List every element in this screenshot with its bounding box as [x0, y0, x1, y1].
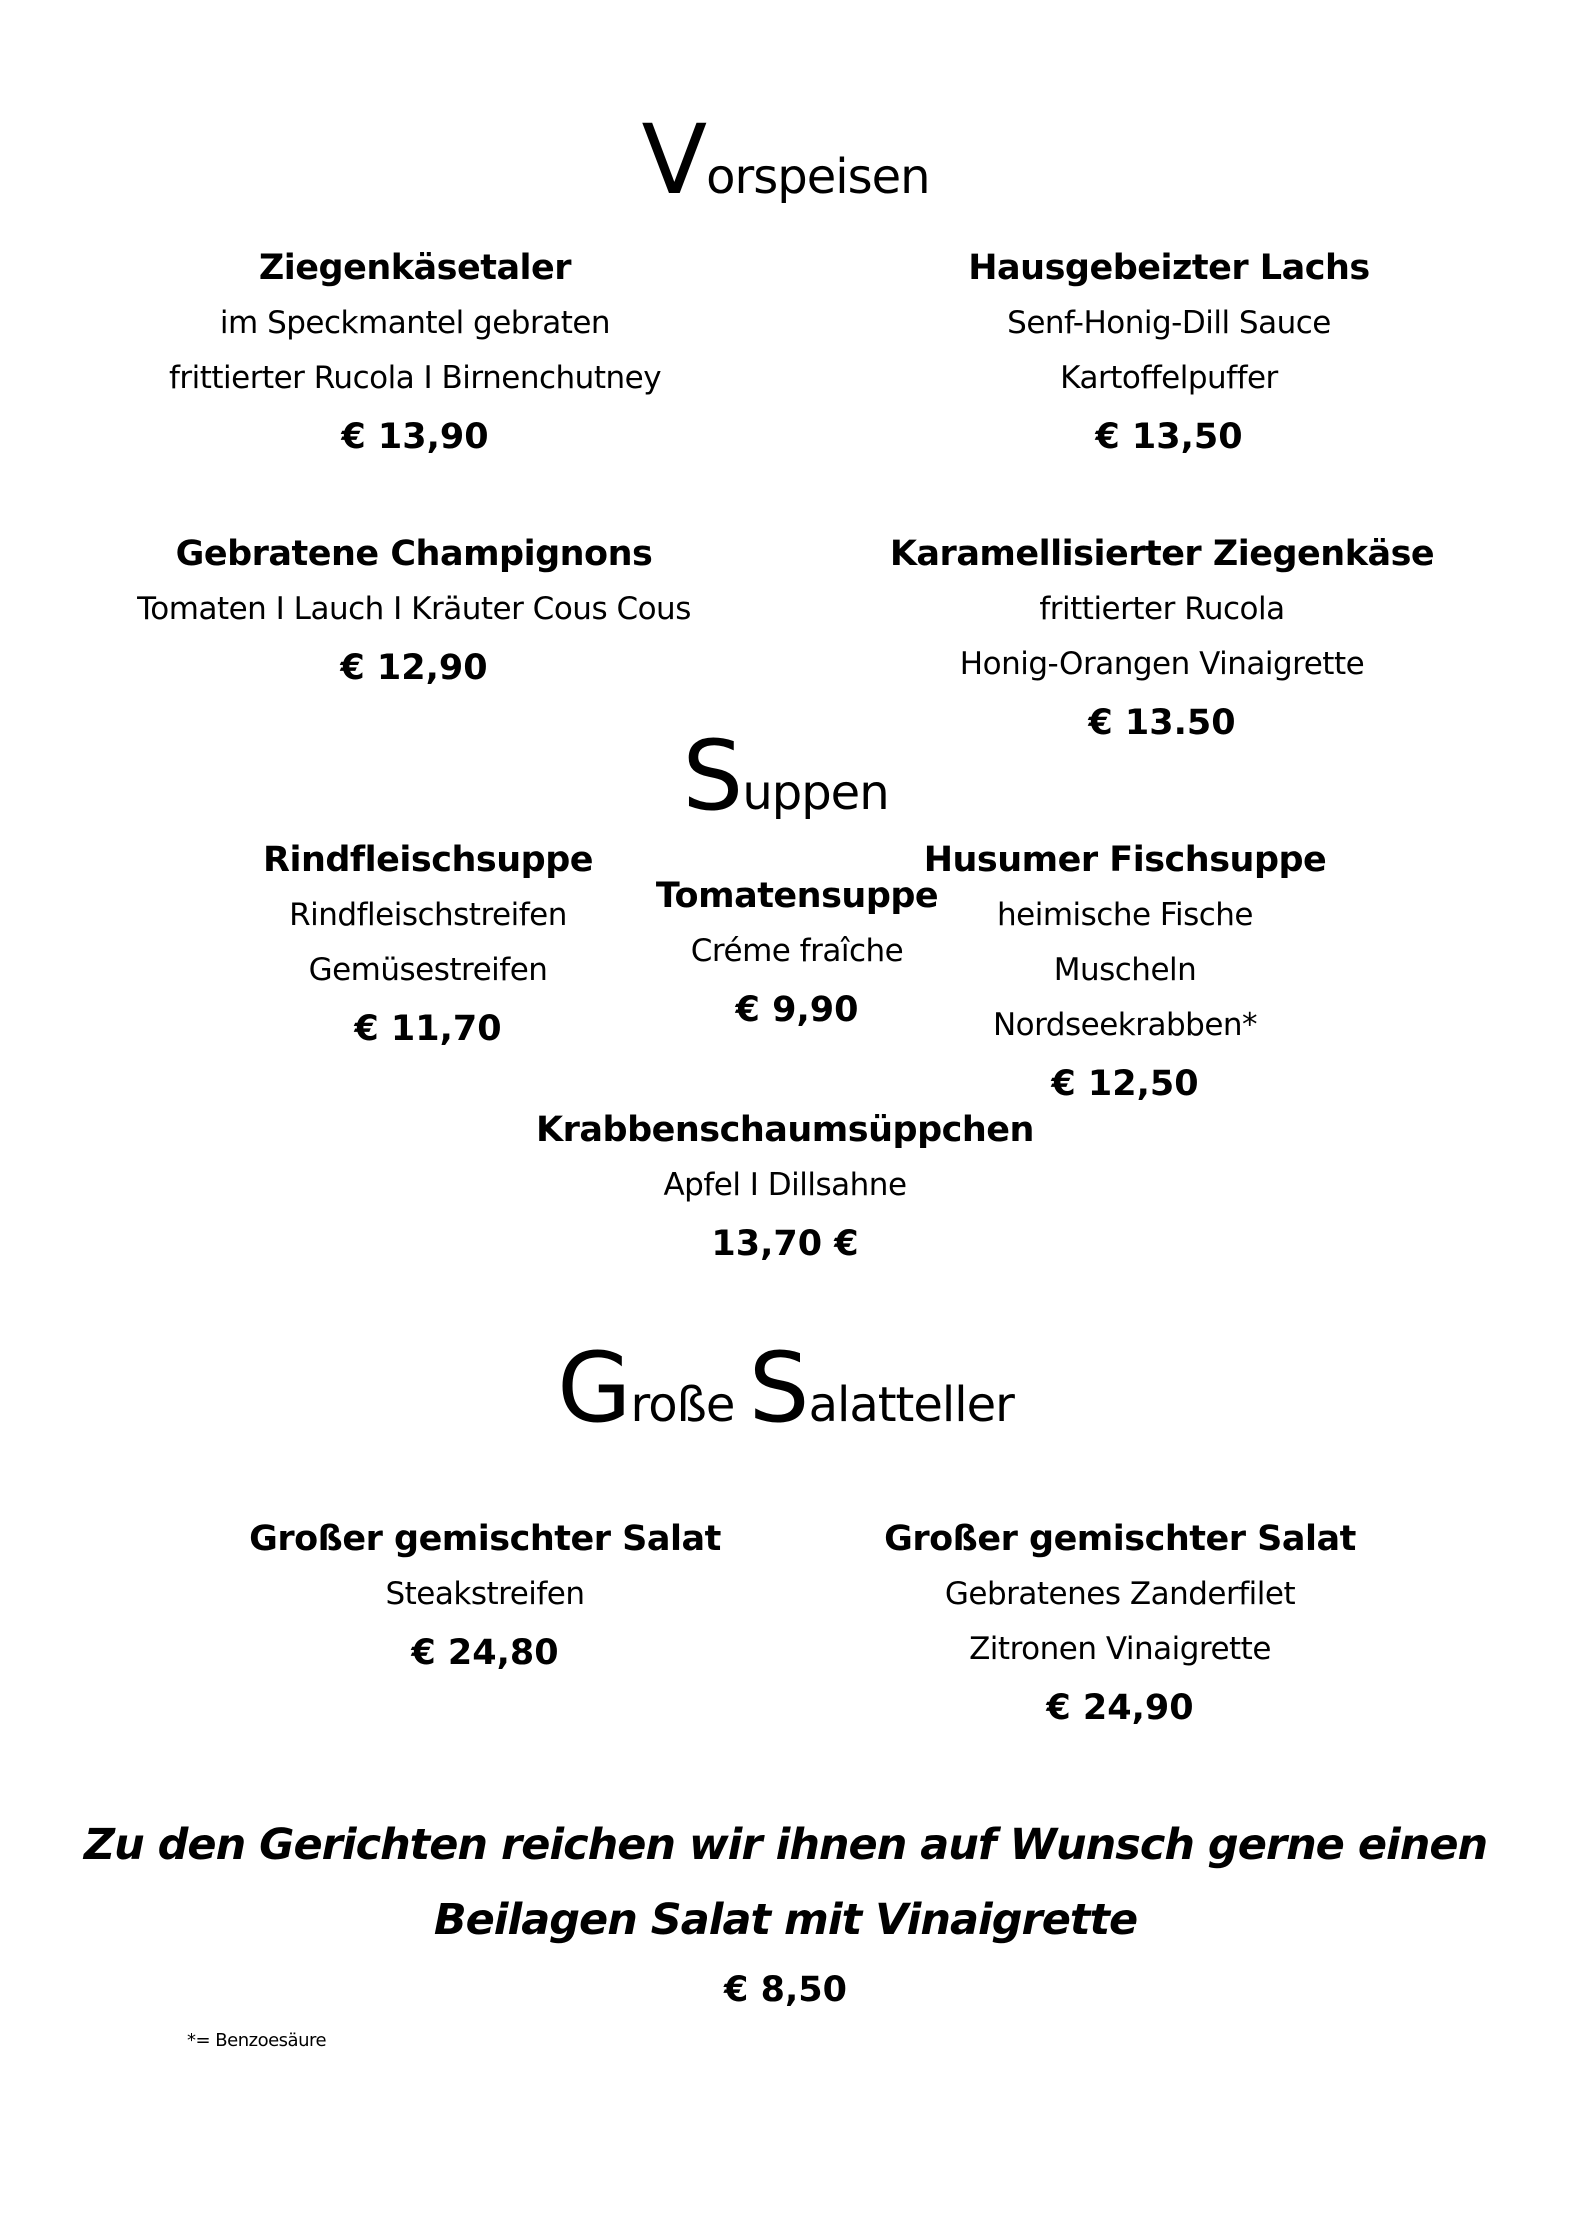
heading-rest: roße — [630, 1377, 749, 1433]
item-description: Tomaten I Lauch I Kräuter Cous Cous — [137, 591, 691, 627]
item-description: heimische Fische — [996, 897, 1253, 933]
item-title: Gebratene Champignons — [175, 534, 653, 574]
item-title: Großer gemischter Salat — [884, 1519, 1356, 1559]
heading-rest: uppen — [742, 765, 889, 821]
item-description: Honig-Orangen Vinaigrette — [959, 646, 1365, 682]
item-description: Kartoffelpuffer — [1060, 360, 1278, 396]
item-description: Apfel I Dillsahne — [663, 1167, 907, 1203]
item-description: Gebratenes Zanderfilet — [944, 1576, 1296, 1612]
item-price: 13,70 € — [711, 1224, 859, 1264]
heading-initial: S — [682, 720, 743, 832]
item-price: € 13.50 — [1088, 703, 1236, 743]
item-description: frittierter Rucola — [1039, 591, 1285, 627]
item-description: frittierter Rucola I Birnenchutney — [168, 360, 662, 396]
item-description: Nordseekrabben* — [992, 1007, 1258, 1043]
item-description: Senf-Honig-Dill Sauce — [1007, 305, 1331, 341]
item-price: € 12,50 — [1051, 1064, 1199, 1104]
item-title: Großer gemischter Salat — [249, 1519, 721, 1559]
item-title: Husumer Fischsuppe — [923, 840, 1327, 880]
item-title: Tomatensuppe — [655, 876, 939, 916]
item-title: Rindfleischsuppe — [263, 840, 593, 880]
menu-item-karamellisierter-ziegenkaese — [882, 526, 1442, 752]
menu-item-krabbenschaumsueppchen — [505, 1102, 1065, 1273]
menu-item-ziegenkaesetaler — [135, 240, 695, 466]
side-salad-note-line2: Beilagen Salat mit Vinaigrette — [433, 1895, 1138, 1945]
item-price: € 13,90 — [341, 417, 489, 457]
heading-grosse-salatteller — [0, 1332, 1571, 1444]
footnote-additive: *= Benzoesäure — [187, 2030, 327, 2051]
item-price: € 12,90 — [340, 648, 488, 688]
item-description: Créme fraîche — [690, 933, 904, 969]
item-description: Zitronen Vinaigrette — [969, 1631, 1271, 1667]
item-title: Hausgebeizter Lachs — [968, 248, 1370, 288]
side-salad-note-line1: Zu den Gerichten reichen wir ihnen auf Wunsch gerne einen — [83, 1820, 1488, 1870]
heading-initial: S — [748, 1332, 809, 1444]
menu-item-husumer-fischsuppe — [905, 832, 1345, 1113]
menu-item-hausgebeizter-lachs — [889, 240, 1449, 466]
item-price: € 11,70 — [354, 1009, 502, 1049]
item-price: € 24,90 — [1046, 1688, 1194, 1728]
item-description: Rindfleischstreifen — [289, 897, 567, 933]
menu-item-gebratene-champignons — [134, 526, 694, 697]
heading-rest: orspeisen — [706, 149, 930, 205]
heading-rest: alatteller — [808, 1377, 1014, 1433]
item-description: Steakstreifen — [385, 1576, 585, 1612]
item-title: Krabbenschaumsüppchen — [536, 1110, 1034, 1150]
item-description: Gemüsestreifen — [308, 952, 548, 988]
item-price: € 9,90 — [735, 990, 859, 1030]
item-price: € 13,50 — [1095, 417, 1243, 457]
item-description: Muscheln — [1053, 952, 1197, 988]
item-title: Ziegenkäsetaler — [258, 248, 572, 288]
item-description: im Speckmantel gebraten — [219, 305, 611, 341]
item-title: Karamellisierter Ziegenkäse — [889, 534, 1435, 574]
heading-initial: V — [641, 104, 707, 216]
item-price: € 24,80 — [411, 1633, 559, 1673]
side-salad-price: € 8,50 — [724, 1970, 847, 2010]
heading-vorspeisen — [0, 104, 1571, 216]
menu-item-salat-zanderfilet — [840, 1511, 1400, 1737]
heading-initial: G — [557, 1332, 631, 1444]
menu-item-salat-steakstreifen — [205, 1511, 765, 1682]
